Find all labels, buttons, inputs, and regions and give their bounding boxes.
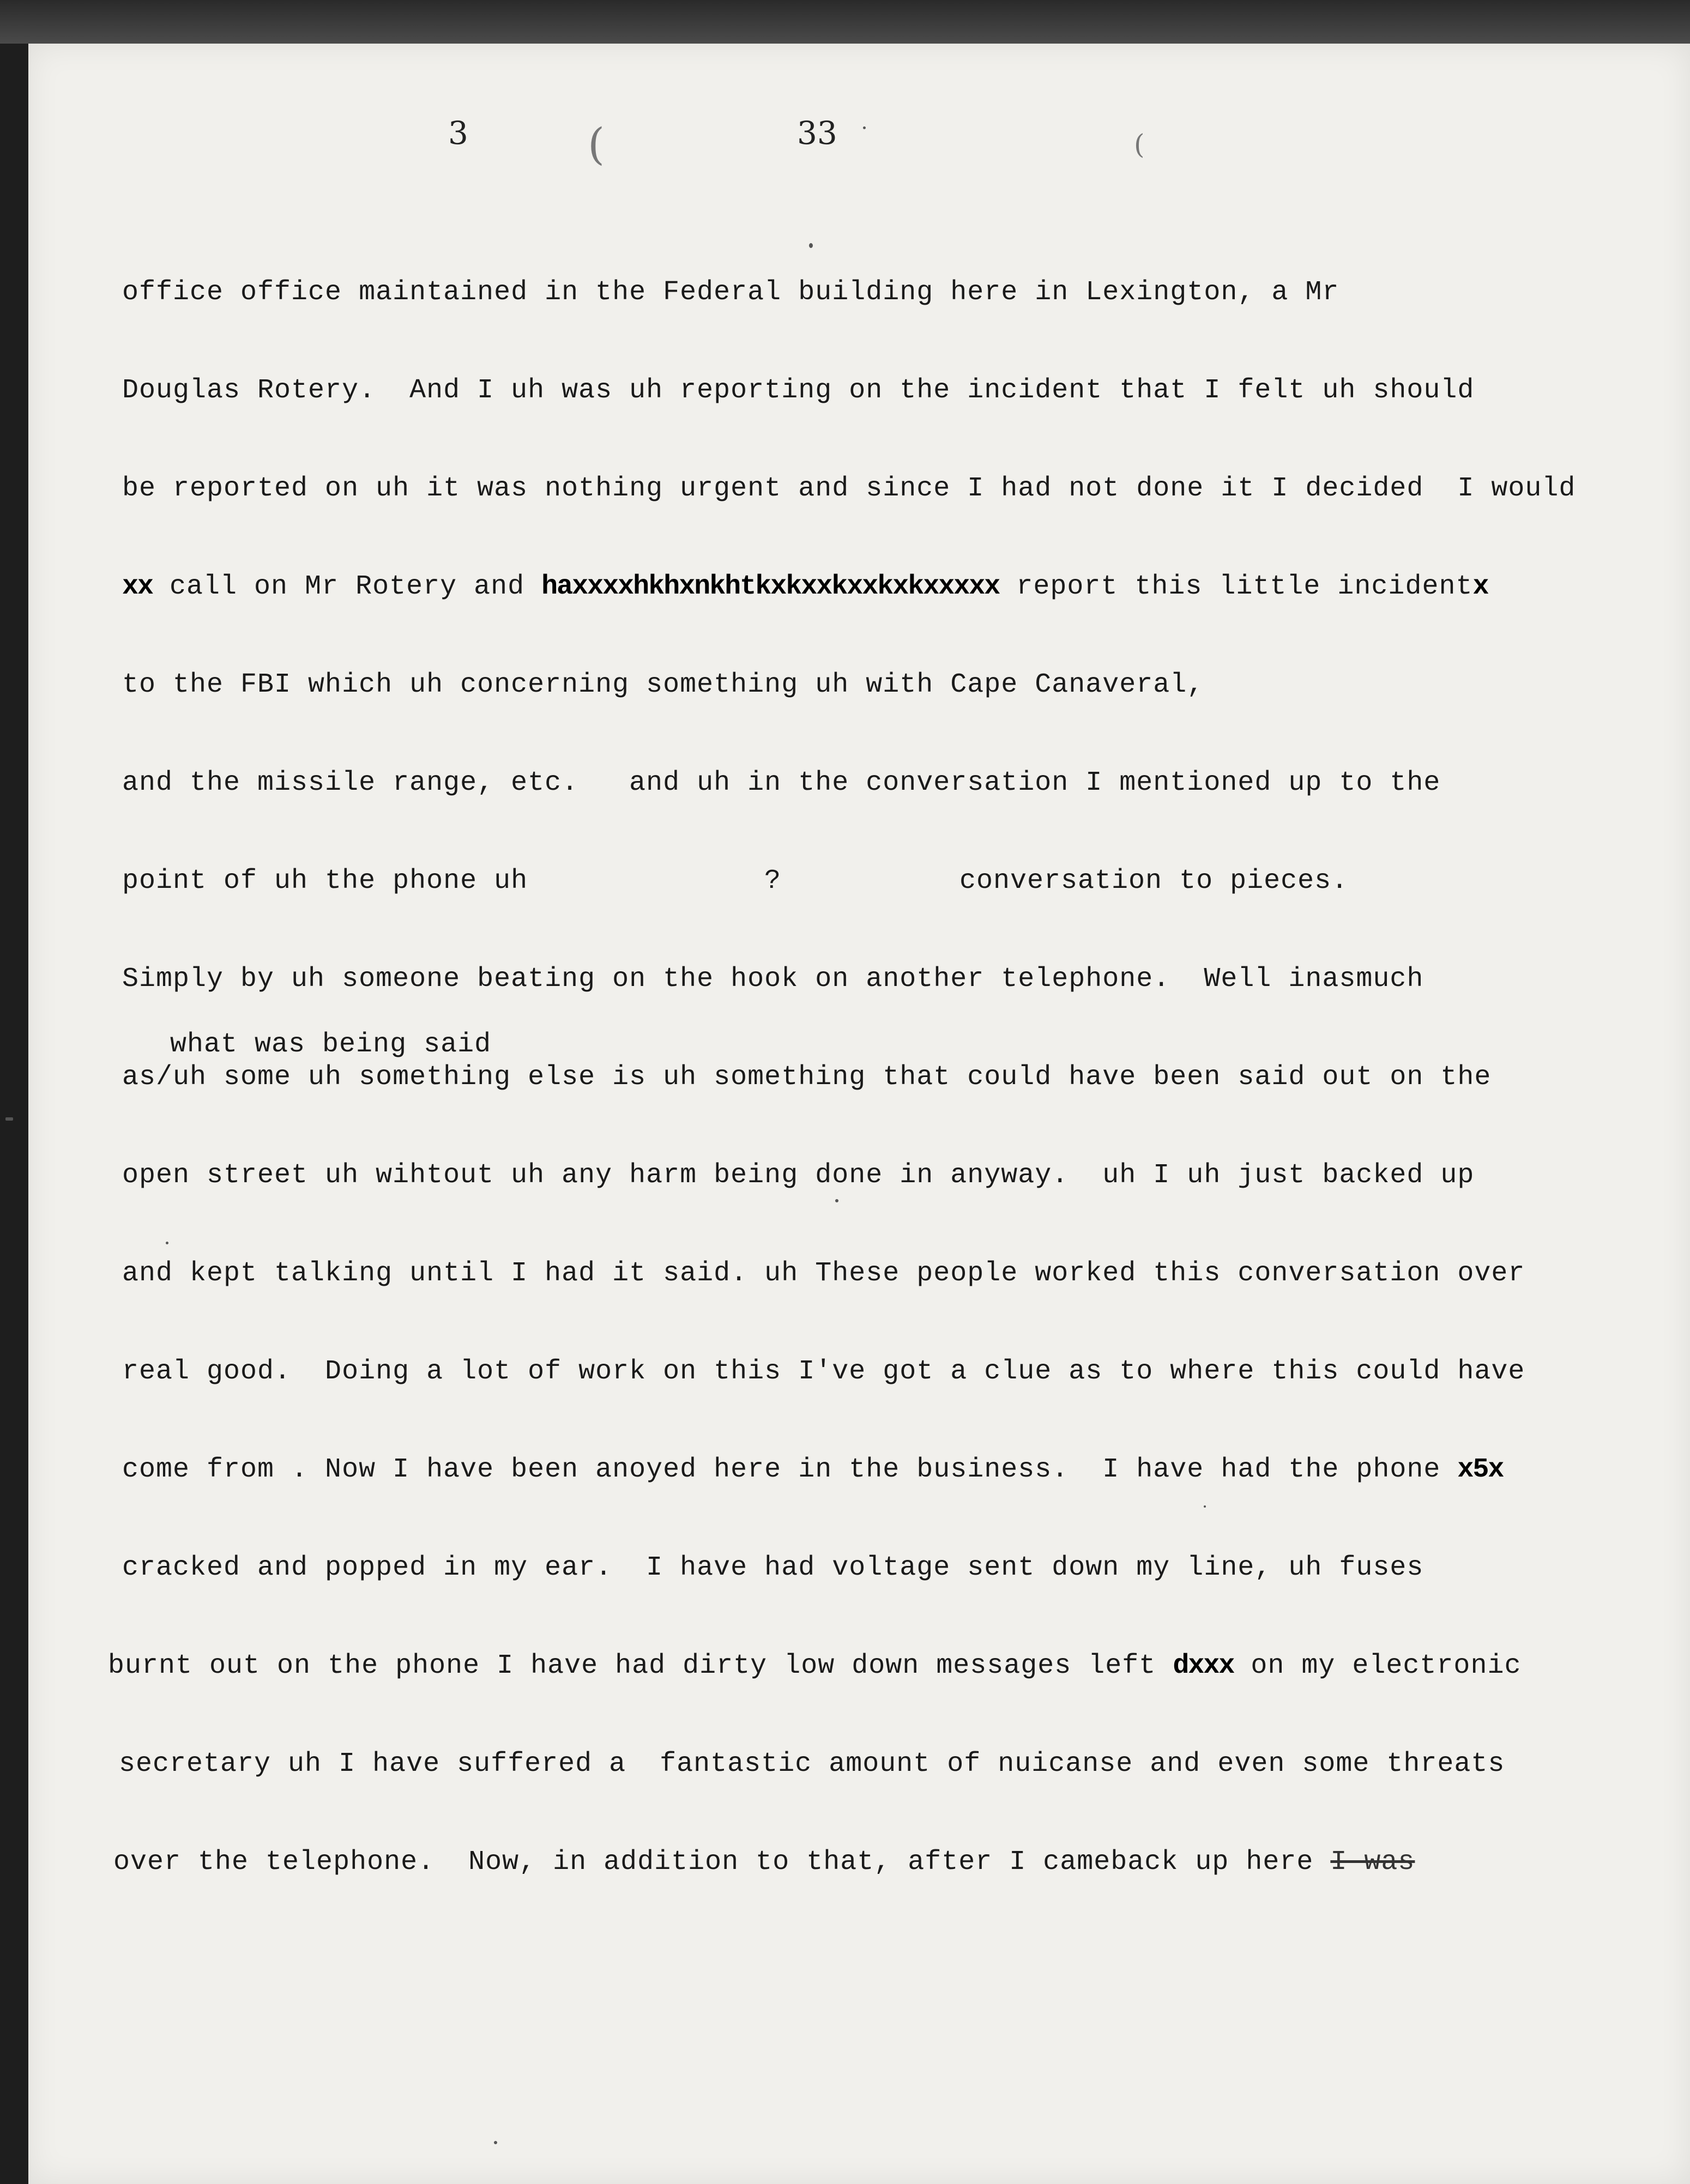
scan-speck [863,126,866,129]
page-number-right: 33 [797,114,837,152]
overtyped-chars: x [1472,571,1488,602]
scan-speck [809,243,813,248]
text-line-10: open street uh wihtout uh any harm being done in anyway. uh I uh just backed up [122,1160,1475,1191]
question-mark: ? [764,866,781,897]
text-line-5: to the FBI which uh concerning something uh with Cape Canaveral, [122,669,1204,700]
text-line-4-b: report this little incident [1016,571,1473,602]
page-number-left: 3 [448,114,468,152]
text-line-13-a: come from . Now I have been anoyed here in the business. I have had the phone [122,1454,1441,1485]
text-line-4 [122,571,1488,602]
text-line-2: Douglas Rotery. And I uh was uh reporting on the incident that I felt uh should [122,375,1475,406]
text-line-15-a: burnt out on the phone I have had dirty low down messages left [108,1650,1156,1681]
text-line-16: secretary uh I have suffered a fantastic amount of nuicanse and even some threats [119,1749,1505,1780]
text-line-8: Simply by uh someone beating on the hook on another telephone. Well inasmuch [122,964,1424,995]
text-line-17-a: over the telephone. Now, in addition to that, after I cameback up here [113,1847,1314,1878]
text-line-7-tail: conversation to pieces. [959,866,1349,897]
text-line-1: office office maintained in the Federal building here in Lexington, a Mr [122,277,1339,308]
scan-border-top [0,0,1690,44]
overtyped-chars: haxxxxhkhxnkhtkxkxxkxxkxkxxxxx [541,571,1000,602]
scan-speck [166,1242,168,1244]
scan-speck [835,1199,838,1202]
overtyped-chars: xx [122,571,153,602]
text-line-6: and the missile range, etc. and uh in the conversation I mentioned up to the [122,767,1441,798]
scan-speck [494,2141,497,2144]
overtyped-chars: dxxx [1173,1650,1234,1681]
scan-speck [5,1117,13,1121]
scan-speck [1204,1505,1206,1508]
text-line-15 [108,1650,1521,1681]
text-line-11: and kept talking until I had it said. uh These people worked this conversation over [122,1258,1525,1289]
overtyped-chars: x5x [1457,1454,1504,1485]
text-line-15-b: on my electronic [1251,1650,1522,1681]
text-line-17 [113,1847,1415,1878]
paren-mark-left: ( [588,119,605,170]
text-line-14: cracked and popped in my ear. I have had voltage sent down my line, uh fuses [122,1552,1424,1583]
handwritten-insert: what was being said [170,1029,492,1060]
text-line-9: as/uh some uh something else is uh something that could have been said out on the [122,1062,1492,1093]
text-line-7: point of uh the phone uh [122,866,528,897]
text-line-12: real good. Doing a lot of work on this I've got a clue as to where this could have [122,1356,1525,1387]
paren-mark-right: ( [1134,129,1145,160]
struck-text: I was [1330,1847,1415,1878]
text-line-13 [122,1454,1503,1485]
text-line-4-a: call on Mr Rotery and [170,571,525,602]
text-line-3: be reported on uh it was nothing urgent and since I had not done it I decided I would [122,473,1576,504]
